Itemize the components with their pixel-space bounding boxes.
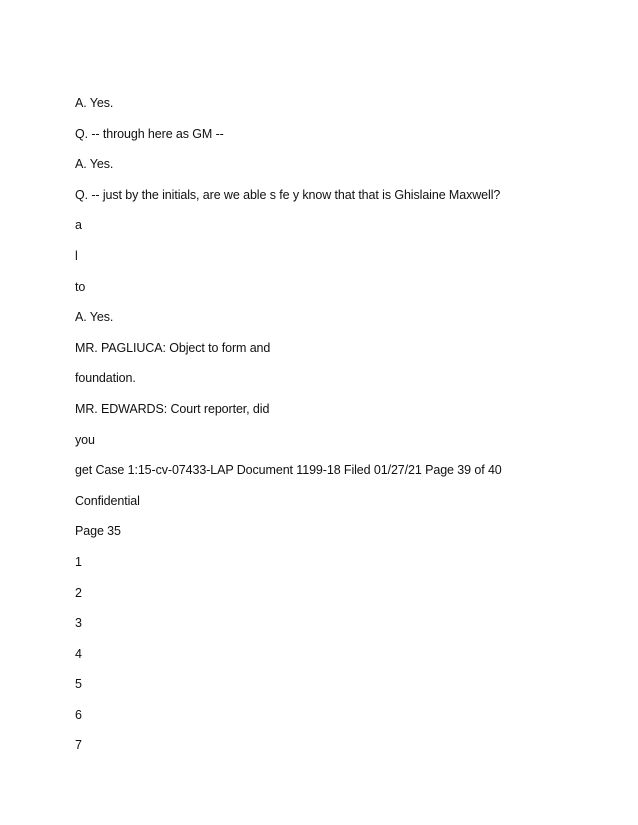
line-number: 3 (75, 616, 82, 631)
transcript-line: you (75, 432, 95, 447)
case-header-line: get Case 1:15-cv-07433-LAP Document 1199-18 Filed 01/27/21 Page 39 of 40 (75, 463, 502, 478)
line-number: 4 (75, 646, 82, 661)
page-label: Page 35 (75, 524, 121, 539)
transcript-line: a (75, 218, 82, 233)
transcript-line: Q. -- through here as GM -- (75, 126, 224, 141)
transcript-line: A. Yes. (75, 96, 114, 110)
line-number: 7 (75, 738, 82, 753)
transcript-line: A. Yes. (75, 310, 114, 325)
transcript-line: to (75, 279, 86, 294)
line-number: 6 (75, 707, 82, 722)
transcript-line: MR. PAGLIUCA: Object to form and (75, 340, 271, 355)
confidential-label: Confidential (75, 493, 140, 508)
transcript-line: foundation. (75, 371, 136, 386)
transcript-line: Q. -- just by the initials, are we able s fe y know that that is Ghislaine Maxwell? (75, 187, 501, 202)
transcript-lines (75, 88, 502, 761)
transcript-line: l (75, 248, 78, 263)
transcript-line: MR. EDWARDS: Court reporter, did (75, 401, 270, 416)
line-number: 1 (75, 554, 82, 569)
transcript-line: A. Yes. (75, 157, 114, 172)
line-number: 2 (75, 585, 82, 600)
line-number: 5 (75, 677, 82, 692)
